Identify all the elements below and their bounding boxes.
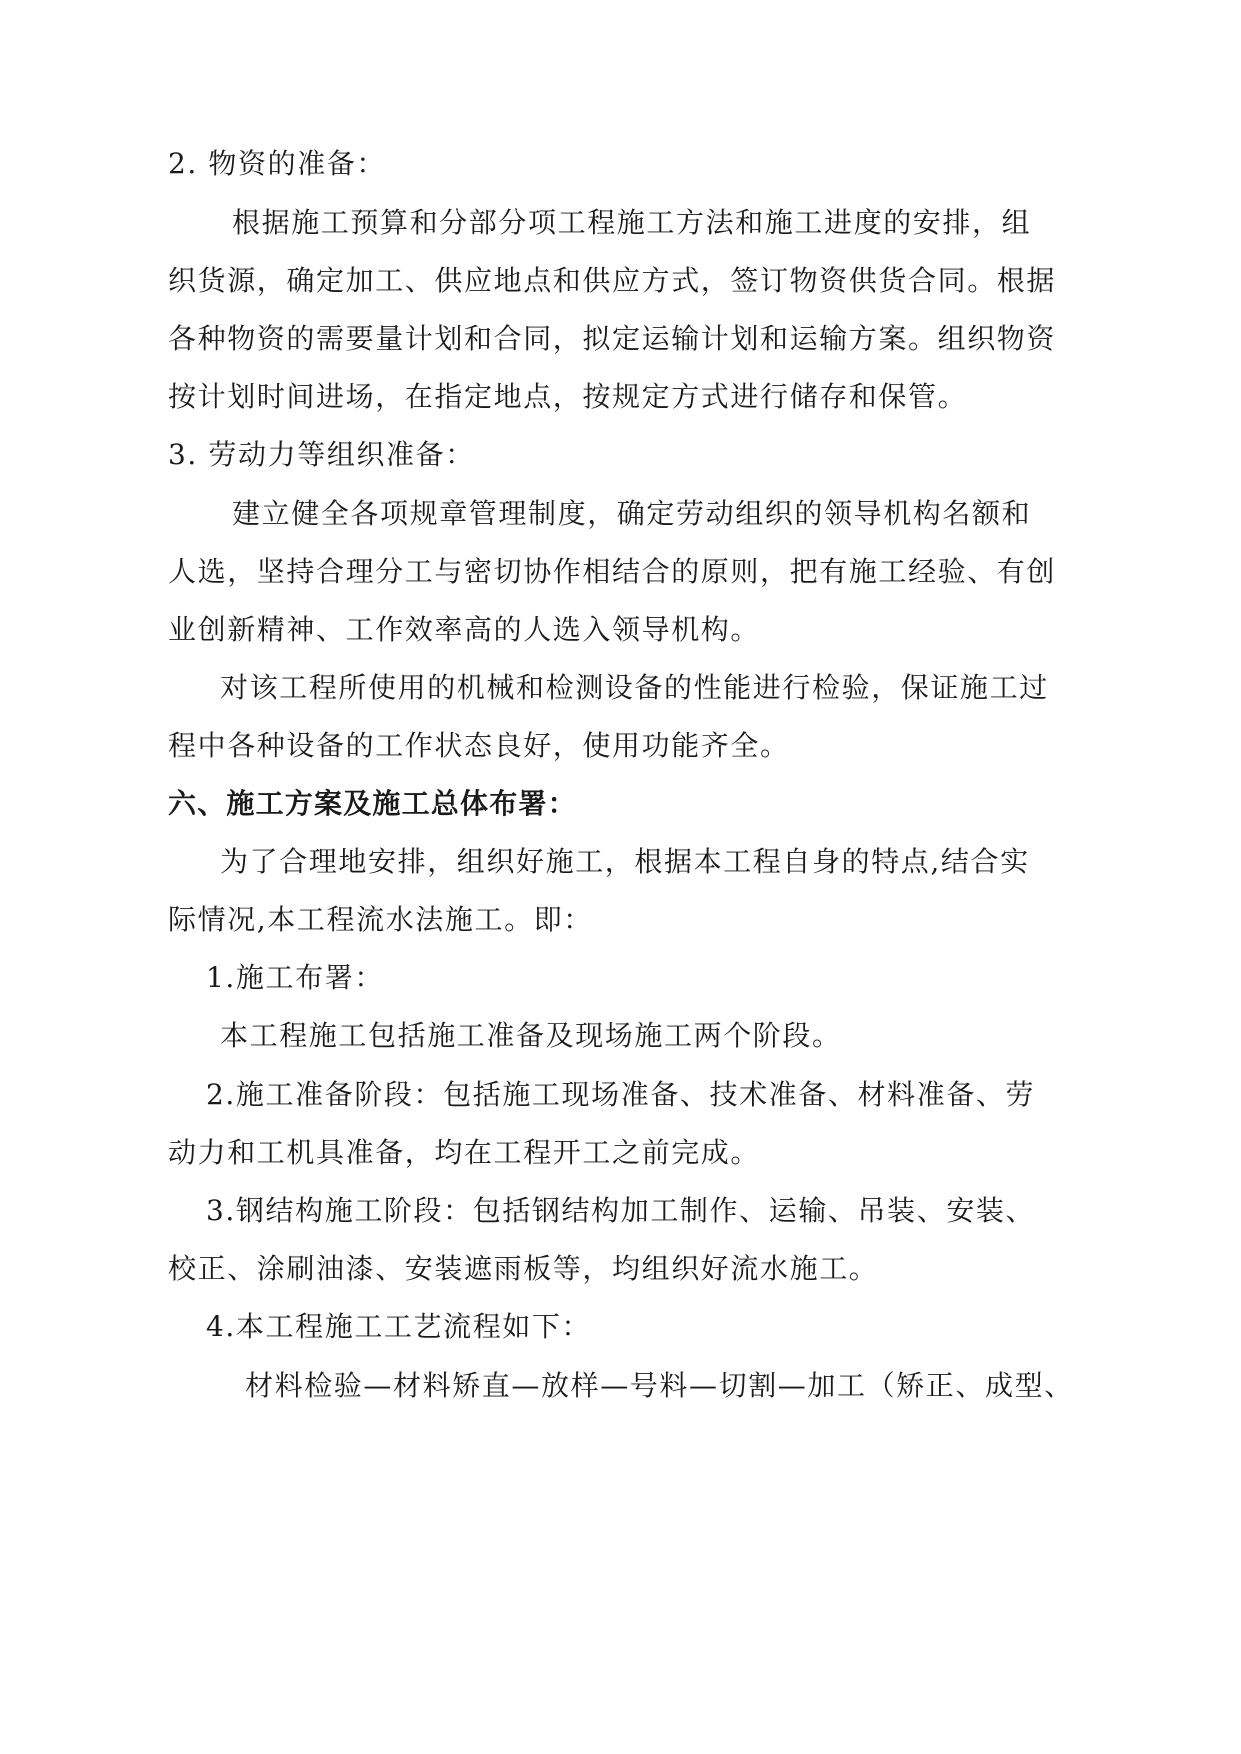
paragraph-line: 各种物资的需要量计划和合同，拟定运输计划和运输方案。组织物资 — [168, 322, 1057, 355]
list-item: 4.本工程施工工艺流程如下： — [206, 1310, 592, 1343]
section-heading-material-prep: 2. 物资的准备： — [168, 147, 387, 180]
list-item-heading: 1.施工布署： — [206, 961, 384, 994]
paragraph-line: 程中各种设备的工作状态良好，使用功能齐全。 — [168, 729, 790, 762]
list-item: 3.钢结构施工阶段：包括钢结构加工制作、运输、吊装、安装、 — [206, 1194, 1036, 1227]
paragraph-line: 际情况,本工程流水法施工。即： — [168, 903, 593, 936]
section-heading-labor-prep: 3. 劳动力等组织准备： — [168, 438, 475, 471]
list-item: 2.施工准备阶段：包括施工现场准备、技术准备、材料准备、劳 — [206, 1078, 1036, 1111]
paragraph-line: 根据施工预算和分部分项工程施工方法和施工进度的安排，组 — [232, 206, 1032, 239]
paragraph-line: 织货源，确定加工、供应地点和供应方式，签订物资供货合同。根据 — [168, 264, 1057, 297]
paragraph-line: 建立健全各项规章管理制度，确定劳动组织的领导机构名额和 — [232, 497, 1032, 530]
paragraph-line: 业创新精神、工作效率高的人选入领导机构。 — [168, 613, 761, 646]
paragraph-line: 本工程施工包括施工准备及现场施工两个阶段。 — [220, 1019, 842, 1052]
paragraph-line: 为了合理地安排，组织好施工，根据本工程自身的特点,结合实 — [220, 845, 1030, 878]
paragraph-line: 按计划时间进场，在指定地点，按规定方式进行储存和保管。 — [168, 380, 968, 413]
paragraph-line: 对该工程所使用的机械和检测设备的性能进行检验，保证施工过 — [220, 671, 1049, 704]
paragraph-line: 人选，坚持合理分工与密切协作相结合的原则，把有施工经验、有创 — [168, 555, 1057, 588]
section-heading-construction-plan: 六、施工方案及施工总体布署： — [168, 787, 577, 820]
paragraph-line: 校正、涂刷油漆、安装遮雨板等，均组织好流水施工。 — [168, 1252, 879, 1285]
process-flow-line: 材料检验—材料矫直—放样—号料—切割—加工（矫正、成型、 — [245, 1369, 1074, 1402]
paragraph-line: 动力和工机具准备，均在工程开工之前完成。 — [168, 1136, 761, 1169]
